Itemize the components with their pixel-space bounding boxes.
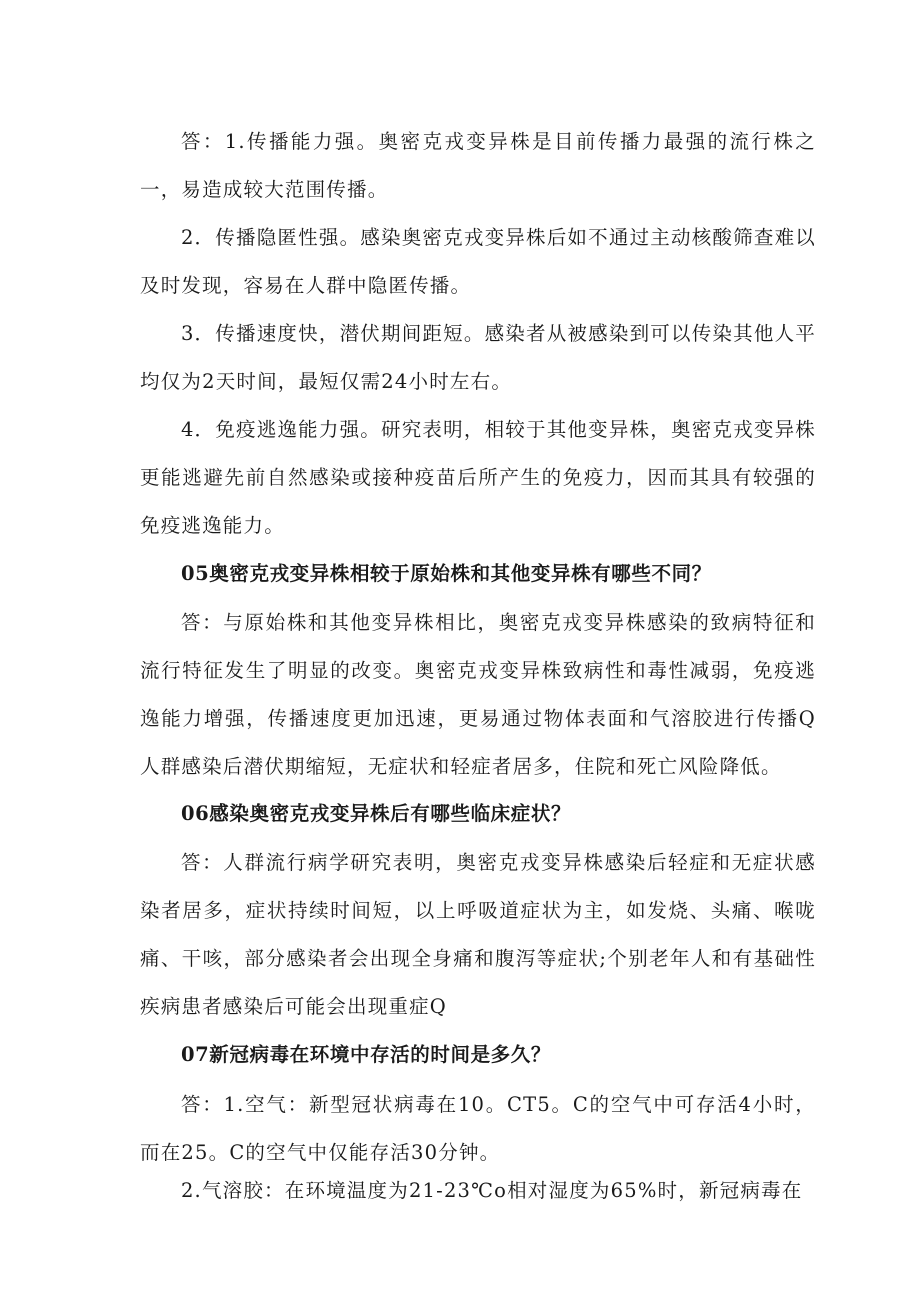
answer-04-point-4: 4．免疫逃逸能力强。研究表明，相较于其他变异株，奥密克戎变异株更能逃避先前自然感染或接种疫苗后所产生的免疫力，因而其具有较强的免疫逃逸能力。	[140, 418, 816, 537]
answer-04-point-2: 2．传播隐匿性强。感染奥密克戎变异株后如不通过主动核酸筛查难以及时发现，容易在人群中隐匿传播。	[140, 226, 816, 297]
answer-05: 答：与原始株和其他变异株相比，奥密克戎变异株感染的致病特征和流行特征发生了明显的改变。奥密克戎变异株致病性和毒性减弱，免疫逃逸能力增强，传播速度更加迅速，更易通过物体表面和气溶胶进行传播Q人群感染后潜伏期缩短，无症状和轻症者居多，住院和死亡风险降低。	[140, 611, 816, 778]
question-05-heading: 05奥密克戎变异株相较于原始株和其他变异株有哪些不同？	[180, 562, 712, 585]
answer-07-point-2: 2.气溶胶：在环境温度为21-23℃o相对湿度为65%时，新冠病毒在	[180, 1179, 803, 1202]
answer-06: 答：人群流行病学研究表明，奥密克戎变异株感染后轻症和无症状感染者居多，症状持续时间短，以上呼吸道症状为主，如发烧、头痛、喉咙痛、干咳，部分感染者会出现全身痛和腹泻等症状;个别老年人和有基础性疾病患者感染后可能会出现重症Q	[140, 851, 816, 1018]
answer-04-point-1: 答：1.传播能力强。奥密克戎变异株是目前传播力最强的流行株之一，易造成较大范围传播。	[140, 130, 816, 201]
question-06-heading: 06感染奥密克戎变异株后有哪些临床症状？	[180, 802, 572, 825]
answer-04-point-3: 3．传播速度快，潜伏期间距短。感染者从被感染到可以传染其他人平均仅为2天时间，最短仅需24小时左右。	[140, 322, 816, 393]
answer-07-point-1: 答：1.空气：新型冠状病毒在10。CT5。C的空气中可存活4小时，而在25。C的空气中仅能存活30分钟。	[140, 1093, 816, 1164]
question-07-heading: 07新冠病毒在环境中存活的时间是多久？	[180, 1043, 551, 1066]
